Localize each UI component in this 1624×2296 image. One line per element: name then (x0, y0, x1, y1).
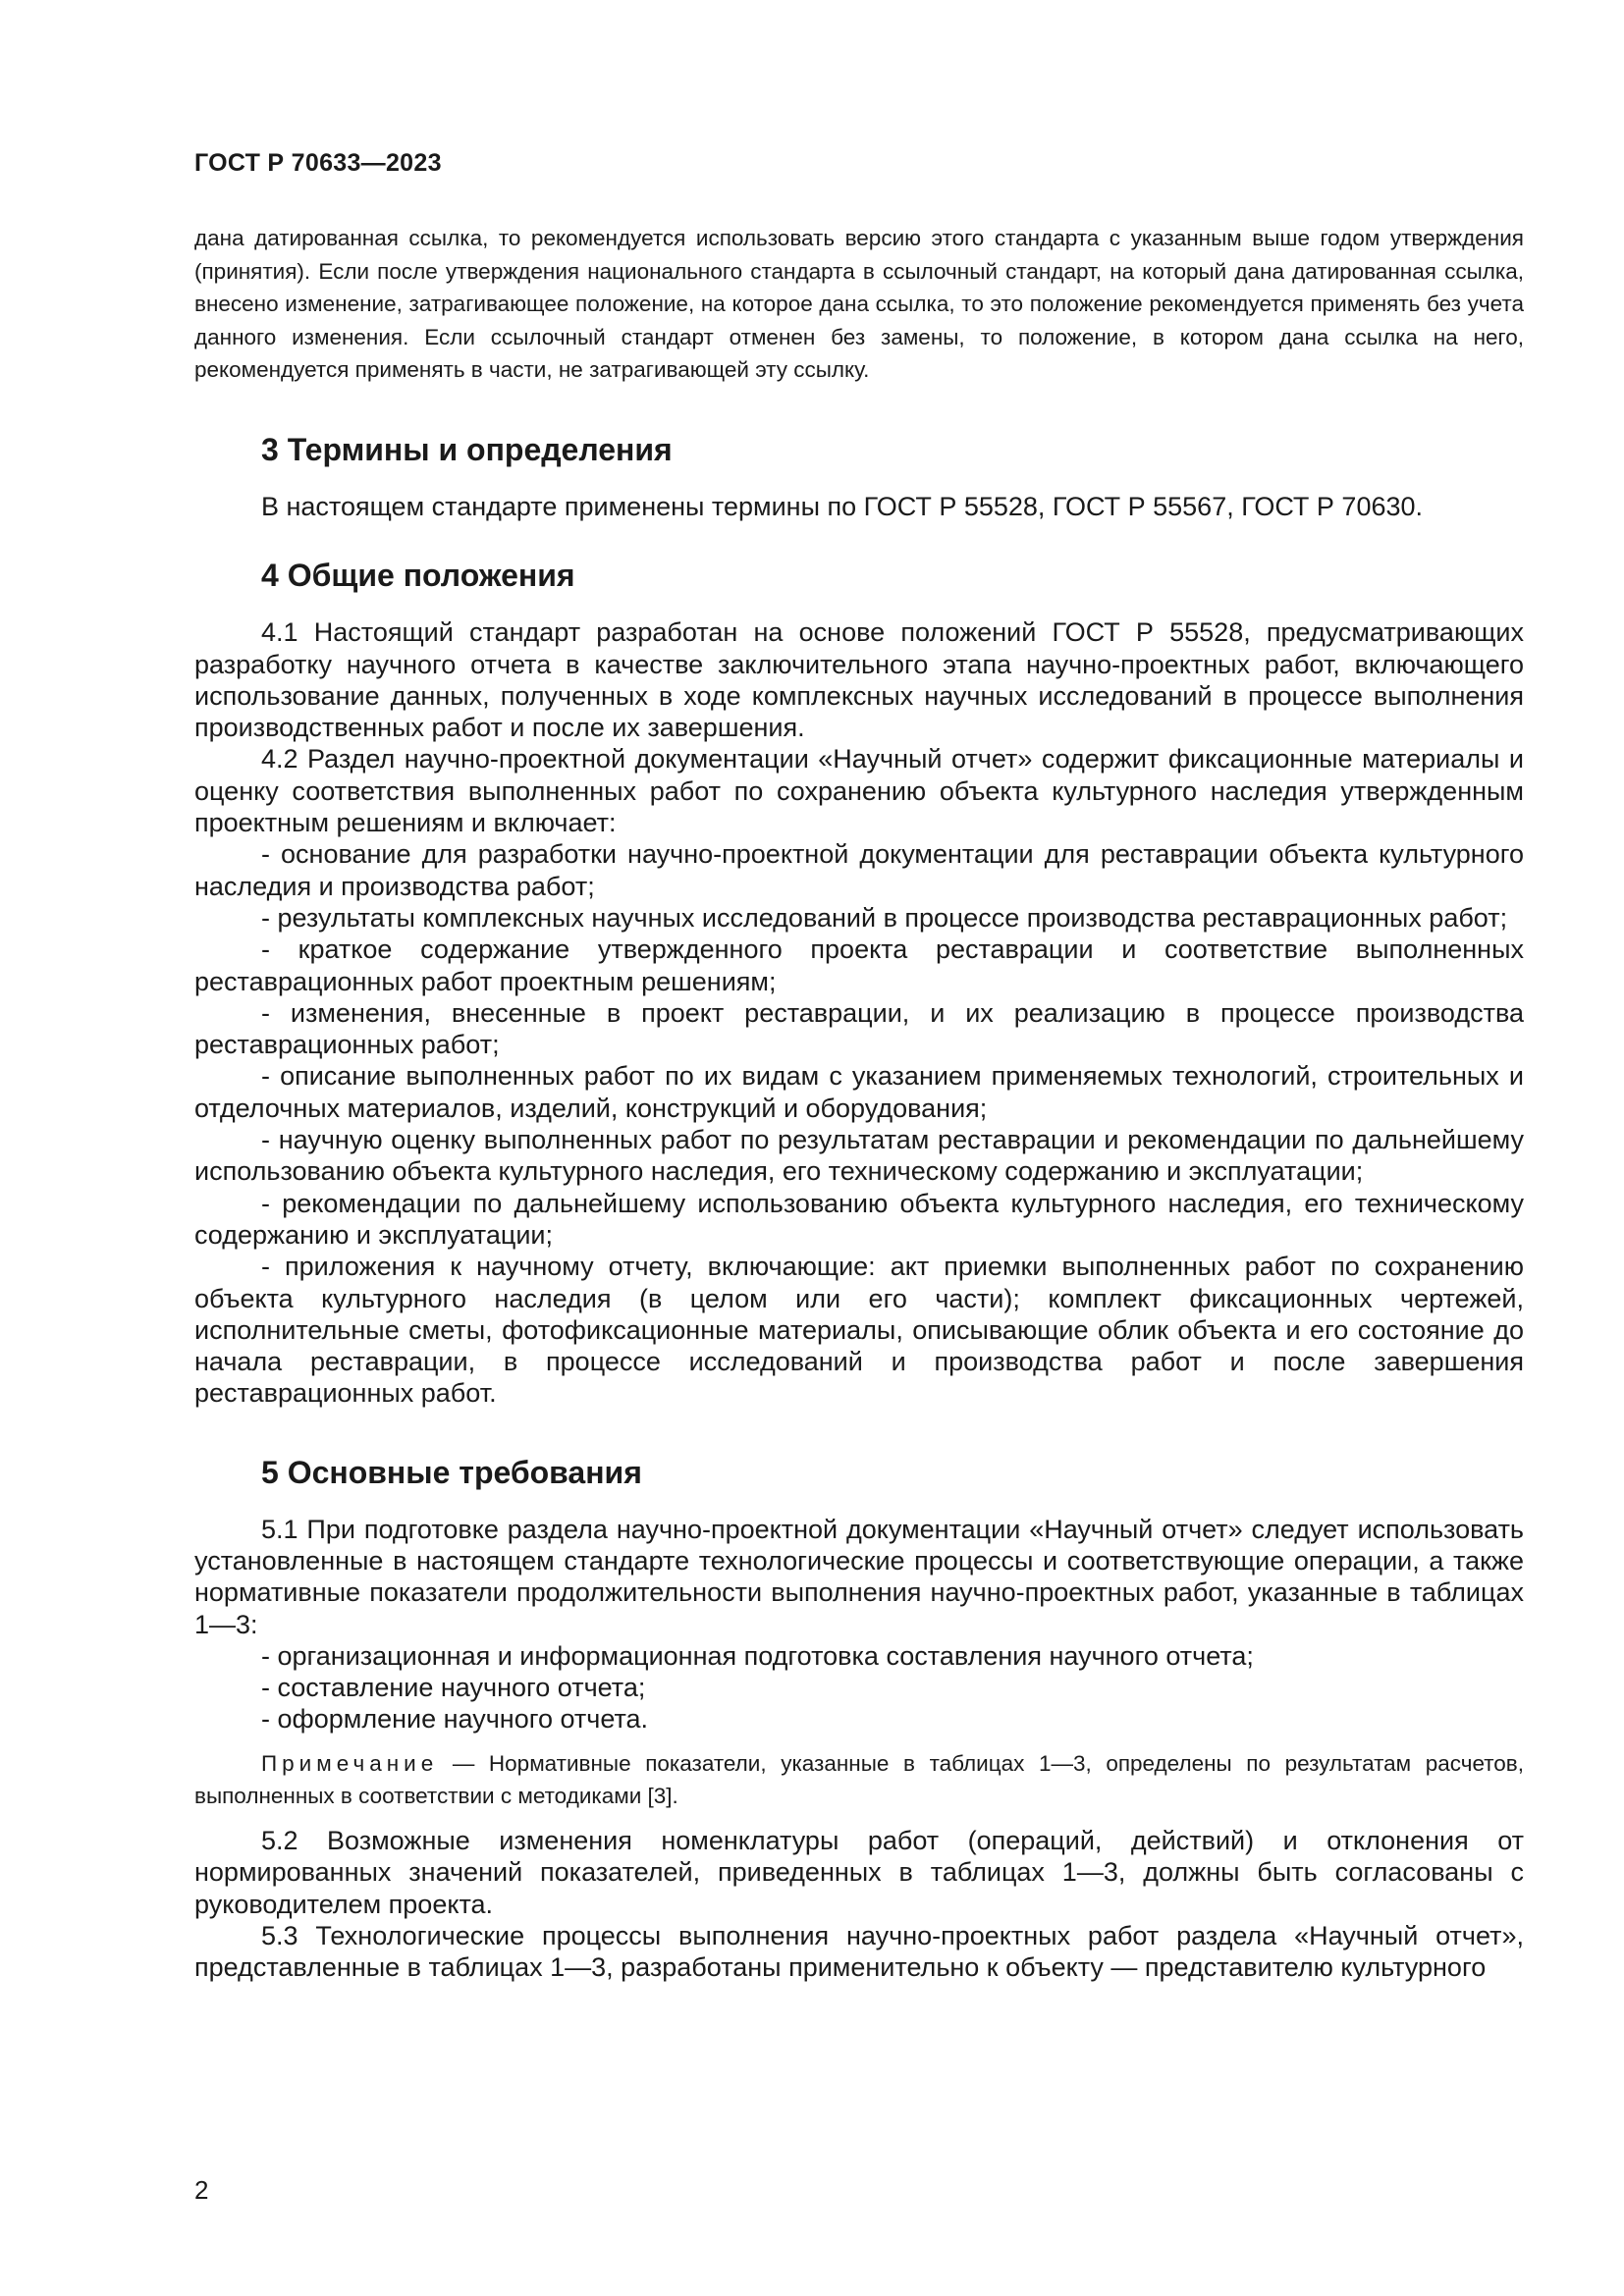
list-item: - результаты комплексных научных исследований в процессе производства реставрационных работ; (261, 902, 1508, 933)
paragraph-4-2: 4.2 Раздел научно-проектной документации «Научный отчет» содержит фиксационные материалы и оценку соответствия выполненных работ по сохранению объекта культурного наследия утвержденным проектным решениям и включает: (194, 744, 1524, 838)
section-3-title: 3 Термины и определения (261, 431, 673, 467)
list-item: - научную оценку выполненных работ по результатам реставрации и рекомендации по дальнейшему использованию объекта культурного наследия, его техническому содержанию и эксплуатации; (194, 1125, 1524, 1187)
list-item: - описание выполненных работ по их видам с указанием применяемых технологий, строительных и отделочных материалов, изделий, конструкций и оборудования; (194, 1061, 1524, 1123)
note (194, 1747, 1524, 1813)
note-text: — Нормативные показатели, указанные в таблицах 1—3, определены по результатам расчетов, выполненных в соответствии с методиками [3]. (194, 1750, 1524, 1809)
list-item: - изменения, внесенные в проект реставрации, и их реализацию в процессе производства реставрационных работ; (194, 997, 1524, 1060)
list-item: - оформление научного отчета. (261, 1704, 649, 1735)
paragraph-4-1: 4.1 Настоящий стандарт разработан на основе положений ГОСТ Р 55528, предусматривающих разработку научного отчета в качестве заключительного этапа научно-проектных работ, включающего использование данных, полученных в ходе комплексных научных исследований в процессе выполнения производственных работ и после их завершения. (194, 617, 1524, 743)
page-content (194, 222, 1524, 1983)
list-item: - основание для разработки научно-проектной документации для реставрации объекта культурного наследия и производства работ; (194, 839, 1524, 901)
note-label: Примечание (261, 1750, 439, 1776)
paragraph-5-3: 5.3 Технологические процессы выполнения научно-проектных работ раздела «Научный отчет», представленные в таблицах 1—3, разработаны применительно к объекту — представителю культурного (194, 1920, 1524, 1983)
document-header: ГОСТ Р 70633—2023 (194, 149, 442, 177)
intro-paragraph: дана датированная ссылка, то рекомендуется использовать версию этого стандарта с указанным выше годом утверждения (принятия). Если после утверждения национального стандарта в ссылочный стандарт, на который дана датированная ссылка, внесено изменение, затрагивающее положение, на которое дана ссылка, то это положение рекомендуется применять без учета данного изменения. Если ссылочный стандарт отменен без замены, то положение, в котором дана ссылка на него, рекомендуется применять в части, не затрагивающей эту ссылку. (194, 226, 1524, 383)
list-item: - приложения к научному отчету, включающие: акт приемки выполненных работ по сохранению объекта культурного наследия (в целом или его части); комплект фиксационных чертежей, исполнительные сметы, фотофиксационные материалы, описывающие облик объекта и его состояние до начала реставрации, в процессе исследований и производства работ и после завершения реставрационных работ. (194, 1252, 1524, 1409)
page-number: 2 (194, 2175, 209, 2205)
section-5-title: 5 Основные требования (261, 1454, 642, 1490)
section-4-title: 4 Общие положения (261, 558, 575, 594)
section-3-text: В настоящем стандарте применены термины по ГОСТ Р 55528, ГОСТ Р 55567, ГОСТ Р 70630. (261, 491, 1424, 521)
paragraph-5-2: 5.2 Возможные изменения номенклатуры работ (операций, действий) и отклонения от нормированных значений показателей, приведенных в таблицах 1—3, должны быть согласованы с руководителем проекта. (194, 1825, 1524, 1919)
paragraph-5-1: 5.1 При подготовке раздела научно-проектной документации «Научный отчет» следует использовать установленные в настоящем стандарте технологические процессы и соответствующие операции, а также нормативные показатели продолжительности выполнения научно-проектных работ, указанные в таблицах 1—3: (194, 1514, 1524, 1639)
list-item: - краткое содержание утвержденного проекта реставрации и соответствие выполненных реставрационных работ проектным решениям; (194, 934, 1524, 996)
list-item: - организационная и информационная подготовка составления научного отчета; (261, 1640, 1254, 1671)
list-item: - рекомендации по дальнейшему использованию объекта культурного наследия, его техническому содержанию и эксплуатации; (194, 1188, 1524, 1250)
list-item: - составление научного отчета; (261, 1673, 646, 1703)
